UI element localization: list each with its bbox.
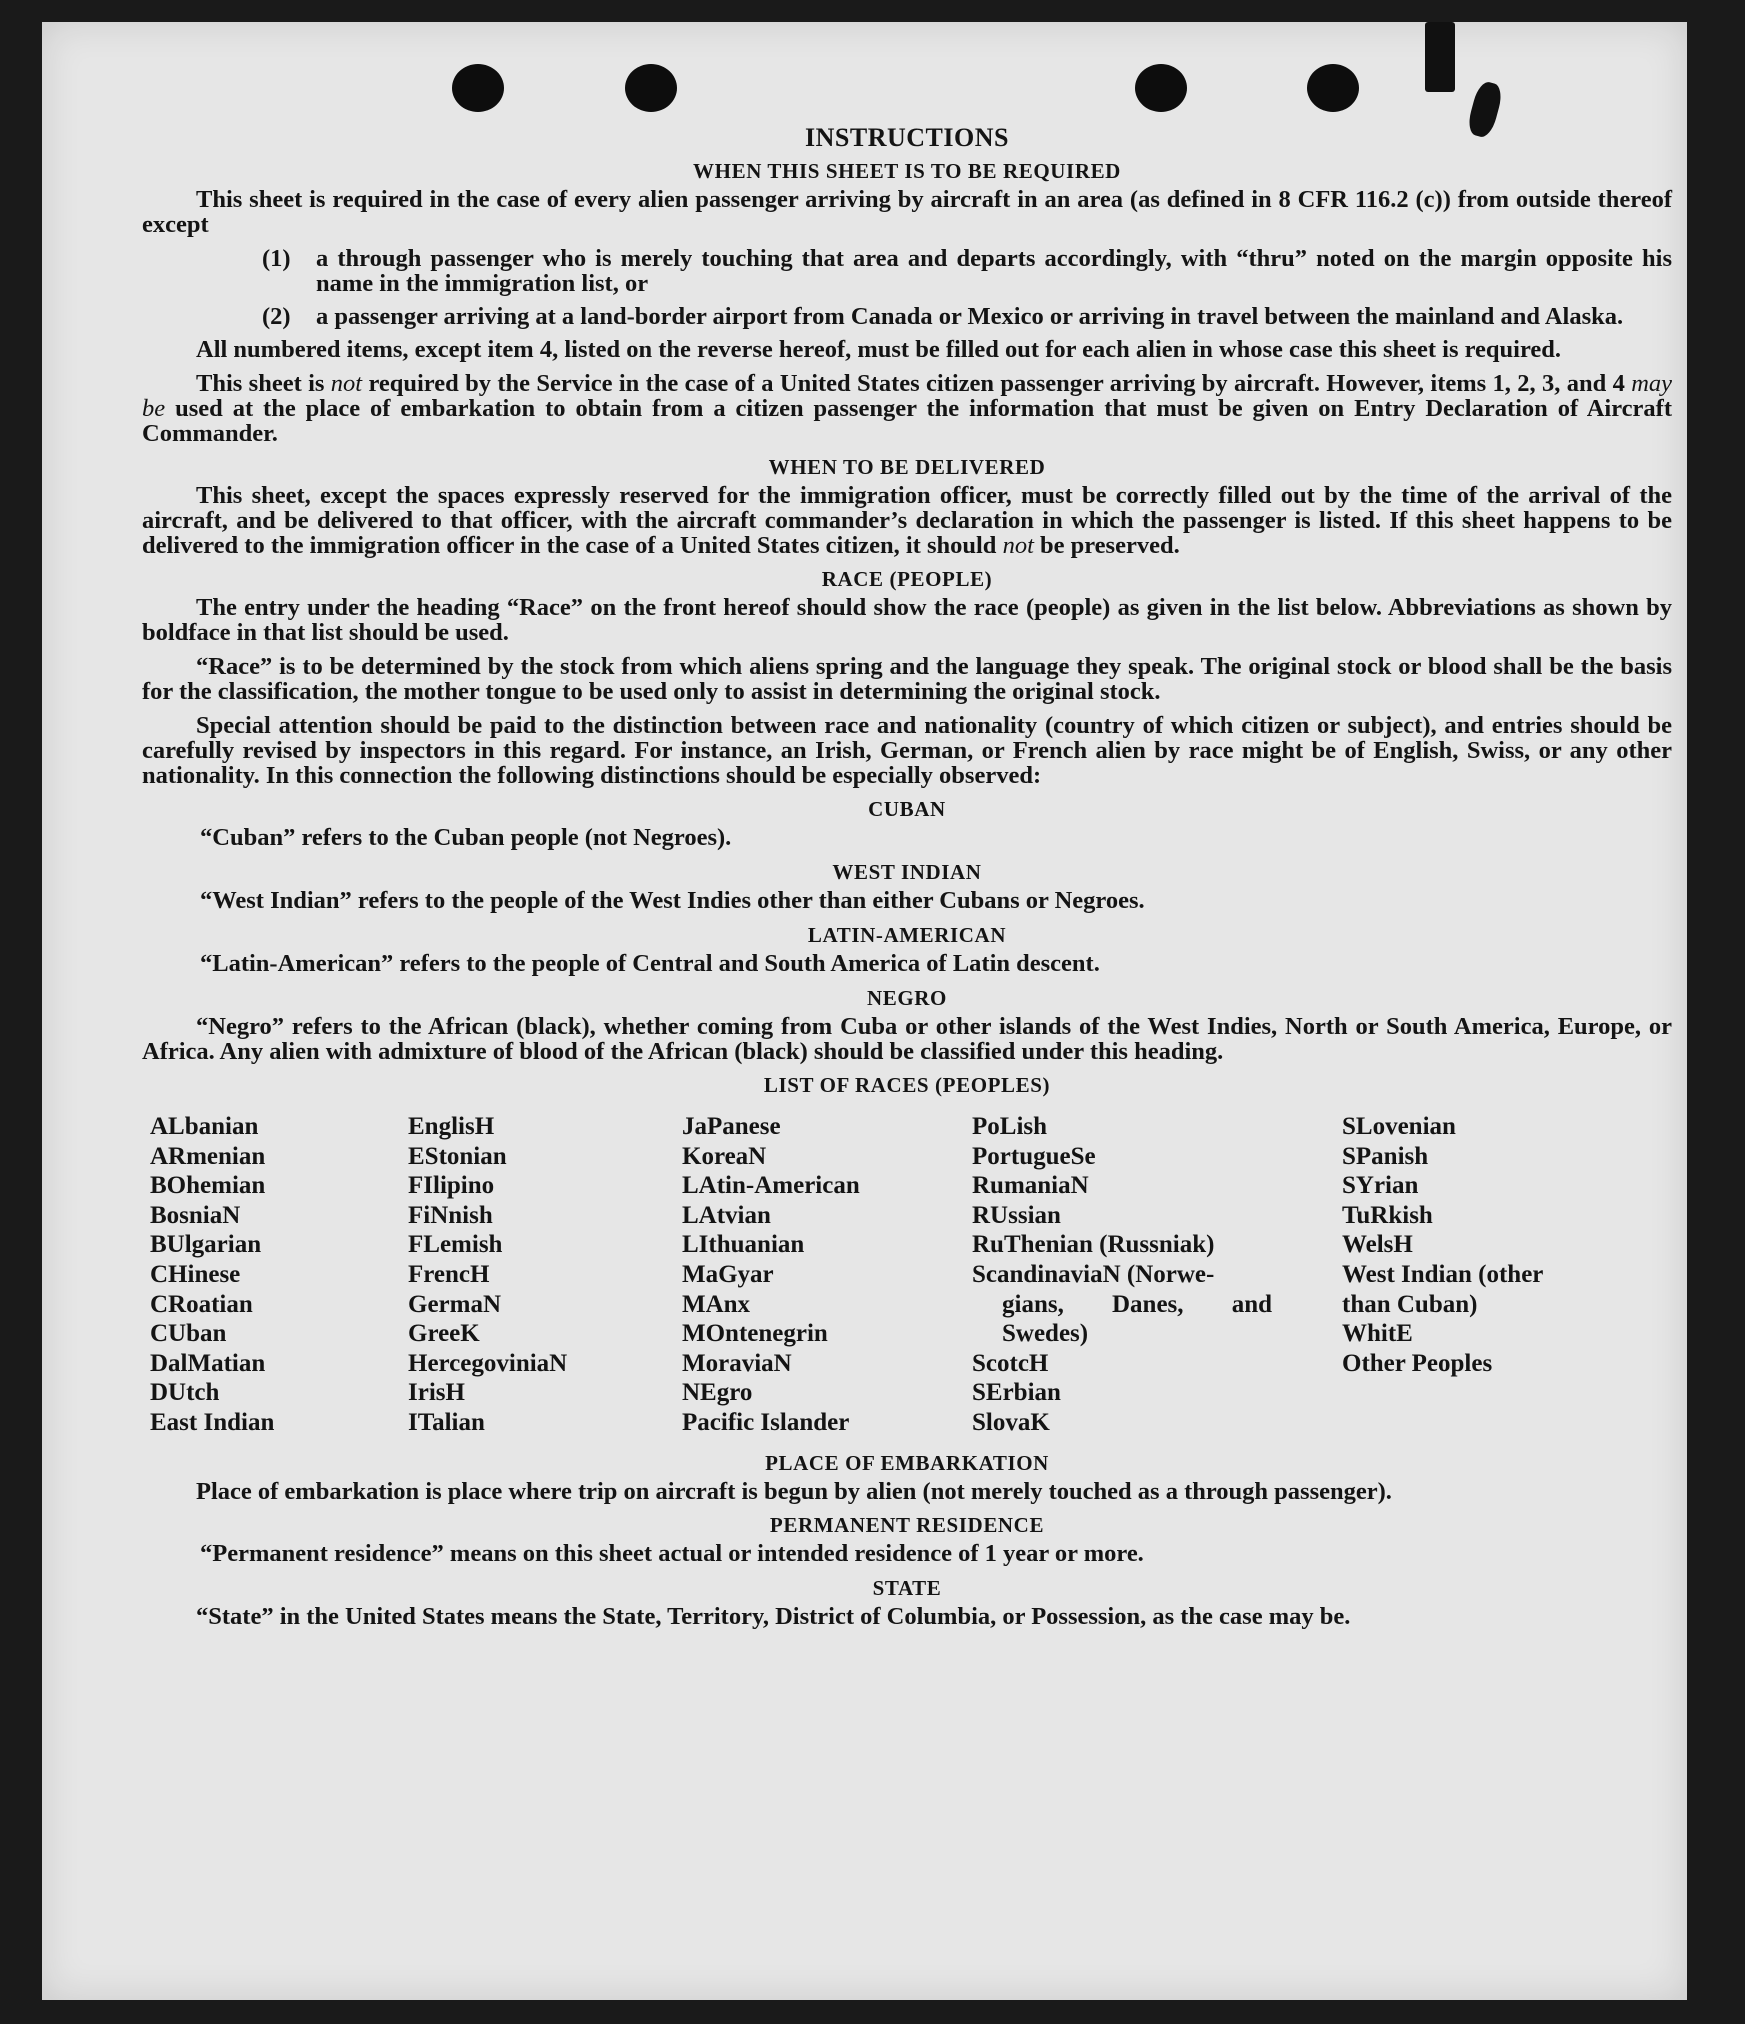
paragraph: “State” in the United States means the State, Territory, District of Columbia, or Possession, as the case may be.	[196, 1603, 1351, 1630]
paragraph: Special attention should be paid to the distinction between race and nationality (country of which citizen or subject), and entries should be carefully revised by inspectors in this regard. For instance, an Irish, German, or French alien by race might be of English, Swiss, or any other nationality. In this connection the following distinctions should be especially observed:	[142, 712, 1672, 789]
race-item: RumaniaN	[972, 1172, 1089, 1200]
race-item: ALbanian	[150, 1113, 259, 1140]
race-item: than Cuban)	[1342, 1290, 1478, 1318]
race-item: BosniaN	[150, 1201, 241, 1229]
race-item: DUtch	[150, 1379, 220, 1407]
race-item: WhitE	[1342, 1320, 1413, 1348]
paragraph: “Cuban” refers to the Cuban people (not Negroes).	[200, 824, 732, 851]
race-item: SPanish	[1342, 1142, 1429, 1170]
race-item: BOhemian	[150, 1172, 266, 1200]
section-heading: CUBAN	[868, 797, 946, 821]
instructions-content	[142, 97, 1672, 1638]
race-item: HercegoviniaN	[408, 1349, 568, 1377]
race-item: ScotcH	[972, 1349, 1049, 1377]
race-item: FLemish	[408, 1231, 503, 1259]
race-item: SErbian	[972, 1379, 1061, 1407]
paragraph: “Race” is to be determined by the stock from which aliens spring and the language they speak. The original stock or blood shall be the basis for the classification, the mother tongue to be used only to assist in determining the original stock.	[142, 653, 1672, 705]
race-item: RUssian	[972, 1201, 1061, 1229]
race-item: Pacific Islander	[682, 1408, 850, 1436]
races-column	[408, 1112, 668, 1438]
item-text: a passenger arriving at a land-border airport from Canada or Mexico or arriving in travel between the mainland and Alaska.	[316, 303, 1624, 330]
race-item: ARmenian	[150, 1142, 266, 1170]
races-column	[972, 1112, 1272, 1438]
section-heading: PERMANENT RESIDENCE	[769, 1513, 1045, 1537]
item-text: a through passenger who is merely touching that area and departs accordingly, with “thru” noted on the margin opposite his name in the immigration list, or	[316, 245, 1672, 297]
race-item: LAtin-American	[682, 1172, 860, 1200]
text-run: be preserved.	[1033, 532, 1180, 559]
race-item: RuThenian (Russniak)	[972, 1231, 1215, 1259]
race-item: JaPanese	[682, 1113, 781, 1140]
section-heading: NEGRO	[866, 986, 947, 1010]
race-item: FrencH	[408, 1260, 490, 1288]
race-item: gians, Danes, and	[1002, 1290, 1272, 1318]
race-item: Swedes)	[1002, 1320, 1089, 1348]
text-run: This sheet, except the spaces expressly reserved for the immigration officer, must be correctly filled out by the time of the arrival of the aircraft, and be delivered to that officer, with the aircraft commander’s declaration in which the passenger is listed. If this sheet happens to be delivered to the immigration officer in the case of a United States citizen, it should	[142, 482, 1672, 559]
race-item: Other Peoples	[1342, 1349, 1493, 1377]
races-column	[682, 1112, 962, 1438]
race-item: MAnx	[682, 1290, 751, 1318]
italic-text: not	[1002, 532, 1034, 559]
list-item	[262, 304, 1672, 329]
list-item	[262, 246, 1672, 296]
text-run: required by the Service in the case of a United States citizen passenger arriving by aircraft. However, items 1, 2, 3, and 4	[362, 370, 1632, 397]
race-item: PortugueSe	[972, 1142, 1096, 1170]
race-item: SYrian	[1342, 1172, 1419, 1200]
race-item: MaGyar	[682, 1260, 774, 1288]
section-heading: WHEN THIS SHEET IS TO BE REQUIRED	[693, 159, 1121, 183]
section-heading: STATE	[872, 1576, 942, 1600]
race-item: WelsH	[1342, 1231, 1413, 1259]
paragraph	[142, 483, 1672, 558]
paragraph: “Negro” refers to the African (black), whether coming from Cuba or other islands of the West Indies, North or South America, Europe, or Africa. Any alien with admixture of blood of the African (black) should be classified under this heading.	[142, 1013, 1672, 1065]
paragraph: “Permanent residence” means on this sheet actual or intended residence of 1 year or more.	[200, 1540, 1144, 1567]
race-item: NEgro	[682, 1379, 753, 1407]
race-item: BUlgarian	[150, 1231, 262, 1259]
ink-mark	[1425, 22, 1455, 92]
paragraph: Place of embarkation is place where trip on aircraft is begun by alien (not merely touched as a through passenger).	[196, 1478, 1392, 1505]
race-item: DalMatian	[150, 1349, 266, 1377]
race-item: CUban	[150, 1320, 227, 1348]
race-item: ScandinaviaN (Norwe-	[972, 1260, 1215, 1288]
race-item: East Indian	[150, 1408, 275, 1436]
race-item: MoraviaN	[682, 1349, 792, 1377]
text-run: used at the place of embarkation to obtain from a citizen passenger the information that must be given on Entry Declaration of Aircraft Commander.	[142, 395, 1672, 447]
section-heading: WHEN TO BE DELIVERED	[768, 455, 1046, 479]
text-run: This sheet is	[196, 370, 331, 397]
race-item: CHinese	[150, 1260, 241, 1288]
race-item: KoreaN	[682, 1142, 767, 1170]
paragraph: “West Indian” refers to the people of the West Indies other than either Cubans or Negroes.	[200, 887, 1145, 914]
section-heading: LATIN-AMERICAN	[807, 923, 1007, 947]
item-number: (2)	[262, 303, 291, 330]
race-item: GermaN	[408, 1290, 502, 1318]
item-number: (1)	[262, 245, 291, 272]
races-list	[142, 1112, 1672, 1442]
section-heading: RACE (PEOPLE)	[821, 567, 993, 591]
race-item: LIthuanian	[682, 1231, 805, 1259]
race-item: ITalian	[408, 1408, 485, 1436]
paragraph: This sheet is required in the case of every alien passenger arriving by aircraft in an area (as defined in 8 CFR 116.2 (c)) from outside thereof except	[142, 186, 1672, 238]
races-column	[150, 1112, 400, 1438]
races-column	[1342, 1112, 1612, 1378]
italic-text: not	[330, 370, 363, 397]
paragraph	[142, 371, 1672, 446]
paragraph: “Latin-American” refers to the people of Central and South America of Latin descent.	[200, 950, 1100, 977]
race-item: MOntenegrin	[682, 1320, 828, 1348]
document-sheet	[42, 22, 1687, 2000]
race-item: EnglisH	[408, 1113, 495, 1140]
race-item: LAtvian	[682, 1201, 771, 1229]
section-heading: WEST INDIAN	[832, 860, 982, 884]
page-title: INSTRUCTIONS	[805, 123, 1009, 152]
race-item: GreeK	[408, 1320, 480, 1348]
race-item: FIlipino	[408, 1172, 495, 1200]
race-item: SLovenian	[1342, 1113, 1456, 1140]
race-item: West Indian (other	[1342, 1260, 1544, 1288]
race-item: CRoatian	[150, 1290, 253, 1318]
paragraph: The entry under the heading “Race” on the front hereof should show the race (people) as given in the list below. Abbreviations as shown by boldface in that list should be used.	[142, 594, 1672, 646]
race-item: EStonian	[408, 1142, 507, 1170]
race-item: PoLish	[972, 1113, 1048, 1140]
race-item: FiNnish	[408, 1201, 493, 1229]
section-heading: LIST OF RACES (PEOPLES)	[763, 1073, 1051, 1097]
section-heading: PLACE OF EMBARKATION	[765, 1451, 1049, 1475]
paragraph: All numbered items, except item 4, listed on the reverse hereof, must be filled out for each alien in whose case this sheet is required.	[196, 336, 1562, 363]
race-item: IrisH	[408, 1379, 465, 1407]
race-item: SlovaK	[972, 1408, 1050, 1436]
italic-text: may be	[142, 370, 1673, 422]
race-item: TuRkish	[1342, 1201, 1433, 1229]
